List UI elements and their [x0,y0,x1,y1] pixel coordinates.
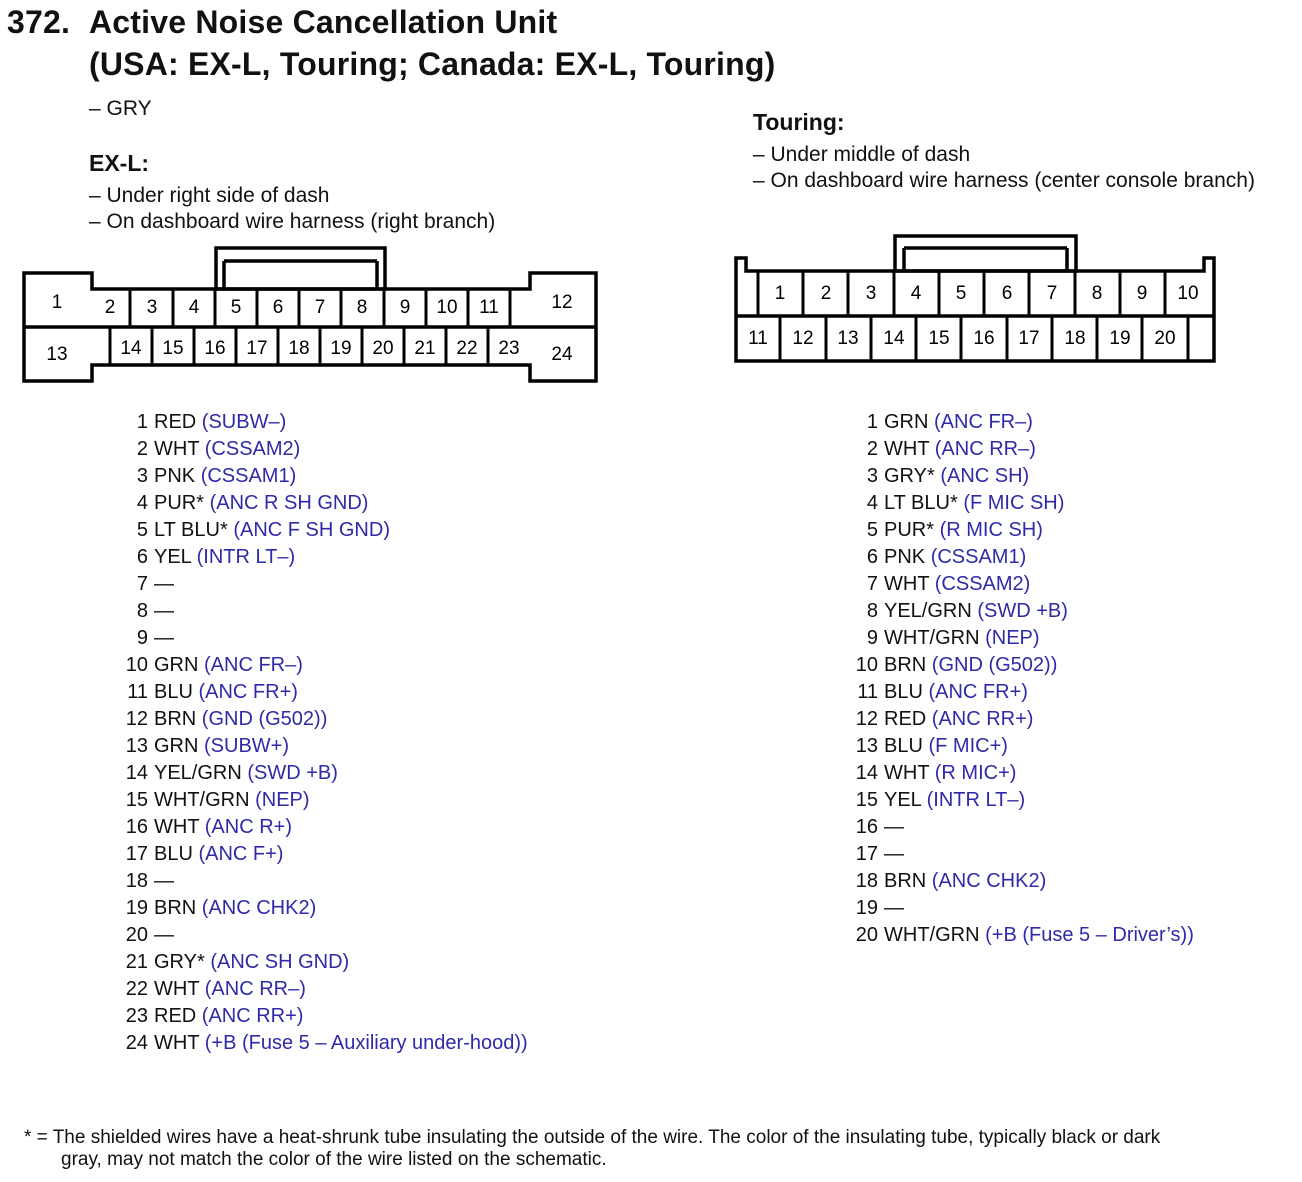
touring-cavity-17: 17 [1018,328,1040,349]
touring-pin-row [848,679,1194,706]
touring-location-2: – On dashboard wire harness (center console branch) [753,169,1255,192]
circuit-function: (ANC FR–) [934,411,1033,433]
page-subtitle: (USA: EX-L, Touring; Canada: EX-L, Touring) [89,46,776,82]
wire-color: YEL/GRN [884,600,972,622]
touring-cavity-10: 10 [1177,283,1199,304]
wire-color: WHT/GRN [154,789,250,811]
exl-cavity-5: 5 [230,297,242,318]
wire-color: — [154,924,174,946]
pin-number: 24 [125,1032,148,1054]
pin-number: 9 [866,627,878,649]
pin-number: 5 [136,519,148,541]
wire-color: WHT [154,438,200,460]
touring-cavity-7: 7 [1046,283,1058,304]
wire-color: BLU [154,681,193,703]
pin-number: 1 [866,411,878,433]
pin-number: 7 [866,573,878,595]
footnote [24,1127,1284,1171]
circuit-function: (SWD +B) [247,762,338,784]
pin-number: 14 [855,762,878,784]
pin-number: 21 [125,951,148,973]
wire-color: GRN [884,411,929,433]
exl-cavity-12: 12 [551,292,573,313]
touring-cavity-9: 9 [1136,283,1148,304]
pin-number: 18 [855,870,878,892]
exl-cavity-17: 17 [246,338,268,359]
circuit-function: (CSSAM2) [204,438,301,460]
touring-pin-row [848,517,1194,544]
pin-number: 5 [866,519,878,541]
exl-cavity-3: 3 [146,297,158,318]
touring-pin-row [848,463,1194,490]
wire-color: PNK [154,465,196,487]
circuit-function: (INTR LT–) [196,546,296,568]
wire-color: — [154,870,174,892]
touring-pin-row [848,706,1194,733]
pin-number: 10 [855,654,878,676]
touring-pin-row [848,895,1194,922]
wire-color: — [884,897,904,919]
exl-pin-row [118,895,528,922]
pin-number: 3 [136,465,148,487]
pin-number: 19 [125,897,148,919]
circuit-function: (ANC R SH GND) [209,492,369,514]
pin-number: 10 [125,654,148,676]
circuit-function: (CSSAM1) [930,546,1027,568]
touring-cavity-1: 1 [774,283,786,304]
touring-pin-row [848,841,1194,868]
wire-color: — [154,600,174,622]
touring-connector-diagram [720,220,1240,380]
touring-pin-list [848,409,1194,949]
pin-number: 19 [855,897,878,919]
exl-cavity-24: 24 [551,344,573,365]
exl-lock-tab [216,248,385,289]
touring-pin-row [848,652,1194,679]
circuit-function: (ANC SH GND) [210,951,350,973]
exl-pin-row [118,517,528,544]
exl-pin-row [118,787,528,814]
connector-color: – GRY [89,97,152,120]
circuit-function: (ANC SH) [940,465,1030,487]
circuit-function: (ANC F SH GND) [233,519,390,541]
exl-cavity-10: 10 [436,297,458,318]
touring-pin-row [848,760,1194,787]
wire-color: — [154,573,174,595]
pin-number: 16 [855,816,878,838]
pin-number: 23 [125,1005,148,1027]
touring-pin-row [848,922,1194,949]
wire-color: WHT [154,1032,200,1054]
touring-lock-tab [895,236,1076,271]
pin-number: 6 [136,546,148,568]
touring-cavity-5: 5 [955,283,967,304]
pin-number: 16 [125,816,148,838]
touring-cavity-12: 12 [792,328,814,349]
exl-cavity-2: 2 [104,297,116,318]
touring-cavity-14: 14 [883,328,905,349]
footnote-line-2: gray, may not match the color of the wire listed on the schematic. [61,1149,607,1170]
exl-pin-list [118,409,528,1057]
exl-cavity-8: 8 [356,297,368,318]
exl-pin-row [118,598,528,625]
touring-pin-row [848,571,1194,598]
pin-number: 4 [866,492,878,514]
wire-color: PUR* [884,519,935,541]
exl-pin-row [118,436,528,463]
pin-number: 12 [125,708,148,730]
pin-number: 20 [855,924,878,946]
touring-cavity-19: 19 [1109,328,1131,349]
exl-location-2: – On dashboard wire harness (right branch) [89,210,496,233]
wire-color: WHT [154,816,200,838]
pin-number: 3 [866,465,878,487]
touring-pin-row [848,868,1194,895]
touring-pin-row [848,436,1194,463]
wire-color: BRN [154,897,197,919]
exl-pin-row [118,1030,528,1057]
exl-cavity-21: 21 [414,338,436,359]
exl-cavity-23: 23 [498,338,520,359]
circuit-function: (INTR LT–) [926,789,1026,811]
circuit-function: (NEP) [985,627,1040,649]
circuit-function: (ANC FR–) [204,654,303,676]
touring-cavity-18: 18 [1064,328,1086,349]
pin-number: 15 [125,789,148,811]
pin-number: 8 [136,600,148,622]
circuit-function: (GND (G502)) [931,654,1058,676]
exl-cavity-15: 15 [162,338,184,359]
exl-pin-row [118,679,528,706]
wire-color: BLU [884,681,923,703]
exl-cavity-4: 4 [188,297,200,318]
exl-pin-row [118,490,528,517]
touring-heading: Touring: [753,109,845,135]
exl-pin-row [118,949,528,976]
page-title: Active Noise Cancellation Unit [89,4,558,40]
touring-pin-row [848,814,1194,841]
exl-pin-row [118,706,528,733]
pin-number: 12 [855,708,878,730]
circuit-function: (CSSAM1) [200,465,297,487]
circuit-function: (ANC RR+) [931,708,1034,730]
touring-cavity-13: 13 [837,328,859,349]
circuit-function: (+B (Fuse 5 – Auxiliary under-hood)) [204,1032,528,1054]
pin-number: 13 [125,735,148,757]
touring-cavity-16: 16 [973,328,995,349]
circuit-function: (+B (Fuse 5 – Driver’s)) [985,924,1194,946]
touring-cavity-6: 6 [1001,283,1013,304]
wire-color: PNK [884,546,926,568]
wire-color: GRY* [154,951,205,973]
circuit-function: (F MIC SH) [963,492,1065,514]
wire-color: WHT [884,762,930,784]
exl-pin-row [118,463,528,490]
exl-cavity-6: 6 [272,297,284,318]
exl-pin-row [118,625,528,652]
wire-color: LT BLU* [154,519,228,541]
exl-connector-diagram [0,0,620,400]
exl-cavity-7: 7 [314,297,326,318]
circuit-function: (ANC RR–) [934,438,1036,460]
pin-number: 22 [125,978,148,1000]
touring-pin-row [848,625,1194,652]
circuit-function: (ANC RR–) [204,978,306,1000]
circuit-function: (CSSAM2) [934,573,1031,595]
circuit-function: (ANC R+) [204,816,292,838]
circuit-function: (SWD +B) [977,600,1068,622]
exl-pin-row [118,976,528,1003]
exl-cavity-1: 1 [51,292,63,313]
wire-color: BRN [884,870,927,892]
exl-heading: EX-L: [89,150,150,176]
exl-pin-row [118,760,528,787]
footnote-line-1: * = The shielded wires have a heat-shrunk tube insulating the outside of the wire. The color of the insulating tube, typically black or dark [24,1127,1161,1148]
touring-pin-row [848,490,1194,517]
circuit-function: (ANC F+) [198,843,284,865]
wire-color: GRN [154,735,199,757]
pin-number: 18 [125,870,148,892]
circuit-function: (R MIC+) [934,762,1017,784]
item-number: 372. [7,4,71,40]
circuit-function: (GND (G502)) [201,708,328,730]
exl-cavity-20: 20 [372,338,394,359]
touring-cavity-3: 3 [865,283,877,304]
exl-cavity-9: 9 [399,297,411,318]
exl-pin-row [118,652,528,679]
touring-cavity-15: 15 [928,328,950,349]
circuit-function: (ANC CHK2) [201,897,317,919]
exl-pin-row [118,409,528,436]
wire-color: WHT/GRN [884,627,980,649]
exl-pin-row [118,814,528,841]
pin-number: 11 [857,681,878,703]
pin-number: 7 [136,573,148,595]
wire-color: WHT [154,978,200,1000]
pin-number: 14 [125,762,148,784]
pin-number: 4 [136,492,148,514]
touring-cavity-2: 2 [820,283,832,304]
exl-pin-row [118,544,528,571]
exl-cavity-19: 19 [330,338,352,359]
wire-color: PUR* [154,492,205,514]
wire-color: BLU [884,735,923,757]
wire-color: LT BLU* [884,492,958,514]
wire-color: BRN [884,654,927,676]
circuit-function: (SUBW+) [204,735,290,757]
touring-pin-row [848,409,1194,436]
wire-color: BLU [154,843,193,865]
touring-location-1: – Under middle of dash [753,143,971,166]
pin-number: 17 [855,843,878,865]
pin-number: 9 [136,627,148,649]
wire-color: YEL [154,546,192,568]
exl-pin-row [118,733,528,760]
wire-color: YEL/GRN [154,762,242,784]
wire-color: — [154,627,174,649]
exl-pin-row [118,1003,528,1030]
touring-pin-row [848,733,1194,760]
circuit-function: (SUBW–) [201,411,287,433]
pin-number: 8 [866,600,878,622]
circuit-function: (ANC CHK2) [931,870,1047,892]
exl-pin-row [118,922,528,949]
pin-number: 2 [136,438,148,460]
wire-color: BRN [154,708,197,730]
exl-location-1: – Under right side of dash [89,184,330,207]
circuit-function: (F MIC+) [928,735,1008,757]
circuit-function: (ANC FR+) [198,681,298,703]
wire-color: WHT/GRN [884,924,980,946]
wire-color: RED [884,708,927,730]
wire-color: RED [154,411,197,433]
wire-color: GRY* [884,465,935,487]
pin-number: 1 [136,411,148,433]
circuit-function: (R MIC SH) [939,519,1043,541]
wire-color: — [884,816,904,838]
pin-number: 20 [125,924,148,946]
wire-color: WHT [884,573,930,595]
circuit-function: (NEP) [255,789,310,811]
wire-color: — [884,843,904,865]
touring-pin-row [848,544,1194,571]
pin-number: 17 [125,843,148,865]
touring-cavity-20: 20 [1154,328,1176,349]
pin-number: 2 [866,438,878,460]
exl-cavity-16: 16 [204,338,226,359]
circuit-function: (ANC RR+) [201,1005,304,1027]
exl-cavity-14: 14 [120,338,142,359]
circuit-function: (ANC FR+) [928,681,1028,703]
exl-cavity-22: 22 [456,338,478,359]
wire-color: GRN [154,654,199,676]
touring-pin-row [848,787,1194,814]
pin-number: 11 [127,681,148,703]
exl-pin-row [118,841,528,868]
touring-cavity-11: 11 [748,328,768,349]
exl-cavity-11: 11 [479,297,499,318]
wire-color: RED [154,1005,197,1027]
touring-cavity-8: 8 [1091,283,1103,304]
exl-cavity-13: 13 [46,344,68,365]
touring-pin-row [848,598,1194,625]
exl-cavity-18: 18 [288,338,310,359]
wire-color: WHT [884,438,930,460]
pin-number: 13 [855,735,878,757]
exl-pin-row [118,571,528,598]
touring-cavity-4: 4 [910,283,922,304]
wire-color: YEL [884,789,922,811]
exl-pin-row [118,868,528,895]
pin-number: 15 [855,789,878,811]
pin-number: 6 [866,546,878,568]
